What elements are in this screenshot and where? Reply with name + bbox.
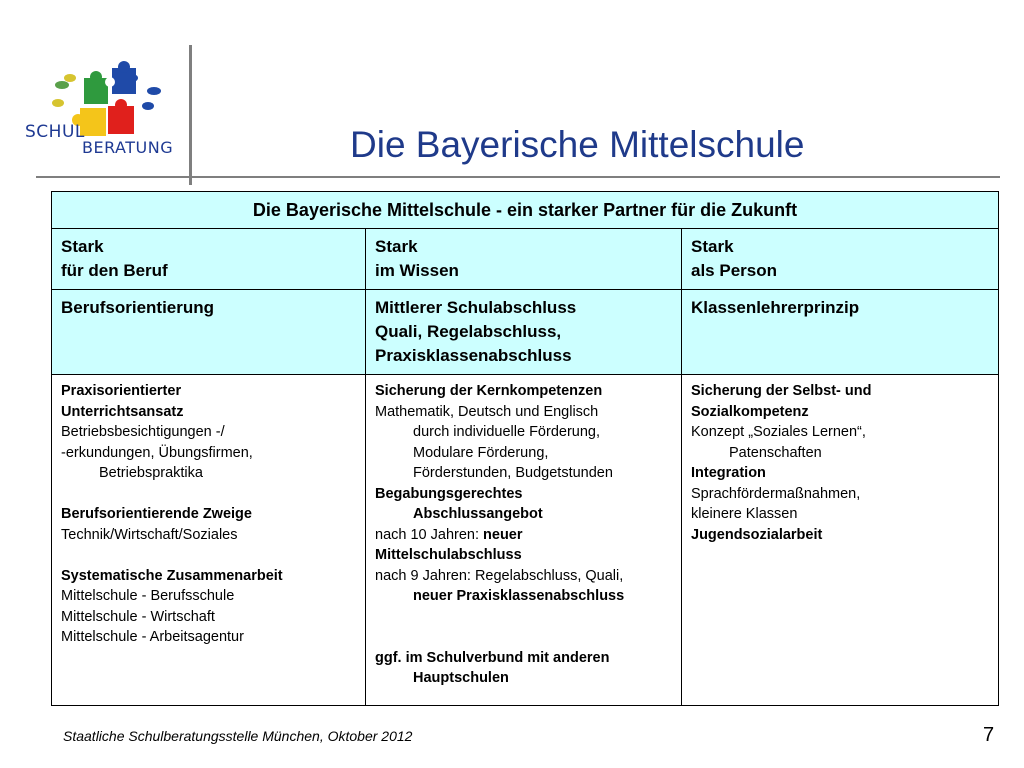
cell-line: Berufsorientierung — [61, 298, 215, 317]
cell-strength-career — [52, 229, 366, 290]
table-row-details — [52, 375, 999, 706]
detail-line: Praxisorientierter — [61, 383, 182, 399]
detail-line — [375, 525, 672, 546]
cell-line: Praxisklassenabschluss — [375, 346, 572, 365]
slide-title: Die Bayerische Mittelschule — [350, 124, 805, 165]
cell-line: Stark — [61, 237, 104, 256]
cell-details-knowledge — [366, 375, 682, 706]
cell-strength-person — [682, 229, 999, 290]
detail-line: Hauptschulen — [413, 670, 509, 686]
detail-line: Patenschaften — [729, 444, 822, 461]
cell-focus-knowledge — [366, 290, 682, 375]
cell-line: Stark — [375, 237, 418, 256]
detail-line: Mittelschulabschluss — [375, 547, 522, 563]
detail-line: neuer Praxisklassenabschluss — [413, 588, 625, 604]
detail-line: Betriebspraktika — [99, 465, 203, 481]
table-row-focus — [52, 290, 999, 375]
detail-line: Mittelschule - Berufsschule — [61, 588, 235, 604]
footer-source: Staatliche Schulberatungsstelle München, Oktober 2012 — [63, 728, 413, 744]
page-number: 7 — [983, 724, 995, 746]
vertical-divider — [189, 45, 192, 185]
table-header: Die Bayerische Mittelschule - ein starker Partner für die Zukunft — [52, 192, 999, 229]
logo-text-beratung: BERATUNG — [82, 138, 174, 157]
cell-line: als Person — [691, 261, 777, 280]
detail-line: Betriebsbesichtigungen -/ — [61, 424, 225, 440]
detail-line: Sprachfördermaßnahmen, — [691, 485, 861, 502]
detail-line: durch individuelle Förderung, — [413, 424, 600, 440]
detail-line: Integration — [691, 465, 766, 481]
schulberatung-logo — [22, 58, 182, 168]
cell-strength-knowledge — [366, 229, 682, 290]
cell-focus-person — [682, 290, 999, 375]
detail-line: Konzept „Soziales Lernen“, — [691, 424, 866, 440]
detail-line: Unterrichtsansatz — [61, 403, 184, 420]
cell-line: Mittlerer Schulabschluss — [375, 298, 577, 317]
detail-line: Abschlussangebot — [413, 506, 543, 522]
cell-focus-career — [52, 290, 366, 375]
detail-line: Modulare Förderung, — [413, 444, 549, 461]
cell-line: im Wissen — [375, 261, 459, 280]
cell-details-person — [682, 375, 999, 706]
detail-line: Berufsorientierende Zweige — [61, 506, 252, 522]
mittelschule-table — [51, 191, 999, 706]
logo-text-schul: SCHUL — [25, 122, 85, 142]
detail-line: Jugendsozialarbeit — [691, 526, 823, 543]
detail-line: kleinere Klassen — [691, 506, 798, 522]
cell-line: Quali, Regelabschluss, — [375, 322, 562, 341]
detail-line: ggf. im Schulverbund mit anderen — [375, 649, 610, 666]
cell-line: für den Beruf — [61, 261, 168, 280]
detail-line: Systematische Zusammenarbeit — [61, 567, 283, 584]
detail-line: Sozialkompetenz — [691, 403, 809, 420]
detail-line: Begabungsgerechtes — [375, 485, 523, 502]
detail-text-bold: neuer — [483, 526, 523, 543]
detail-line: -erkundungen, Übungsfirmen, — [61, 444, 253, 461]
cell-line: Klassenlehrerprinzip — [691, 298, 860, 317]
table-row-strength — [52, 229, 999, 290]
detail-line: Mathematik, Deutsch und Englisch — [375, 403, 599, 420]
detail-line: Sicherung der Selbst- und — [691, 383, 872, 399]
detail-line: Förderstunden, Budgetstunden — [413, 465, 613, 481]
detail-line: Mittelschule - Wirtschaft — [61, 608, 215, 625]
cell-line: Stark — [691, 237, 734, 256]
horizontal-divider — [36, 176, 1000, 178]
detail-line: Technik/Wirtschaft/Soziales — [61, 526, 238, 543]
cell-details-career — [52, 375, 366, 706]
detail-line: nach 9 Jahren: Regelabschluss, Quali, — [375, 567, 624, 584]
detail-line: Sicherung der Kernkompetenzen — [375, 383, 603, 399]
detail-line: Mittelschule - Arbeitsagentur — [61, 629, 244, 645]
detail-text: nach 10 Jahren: — [375, 526, 484, 543]
